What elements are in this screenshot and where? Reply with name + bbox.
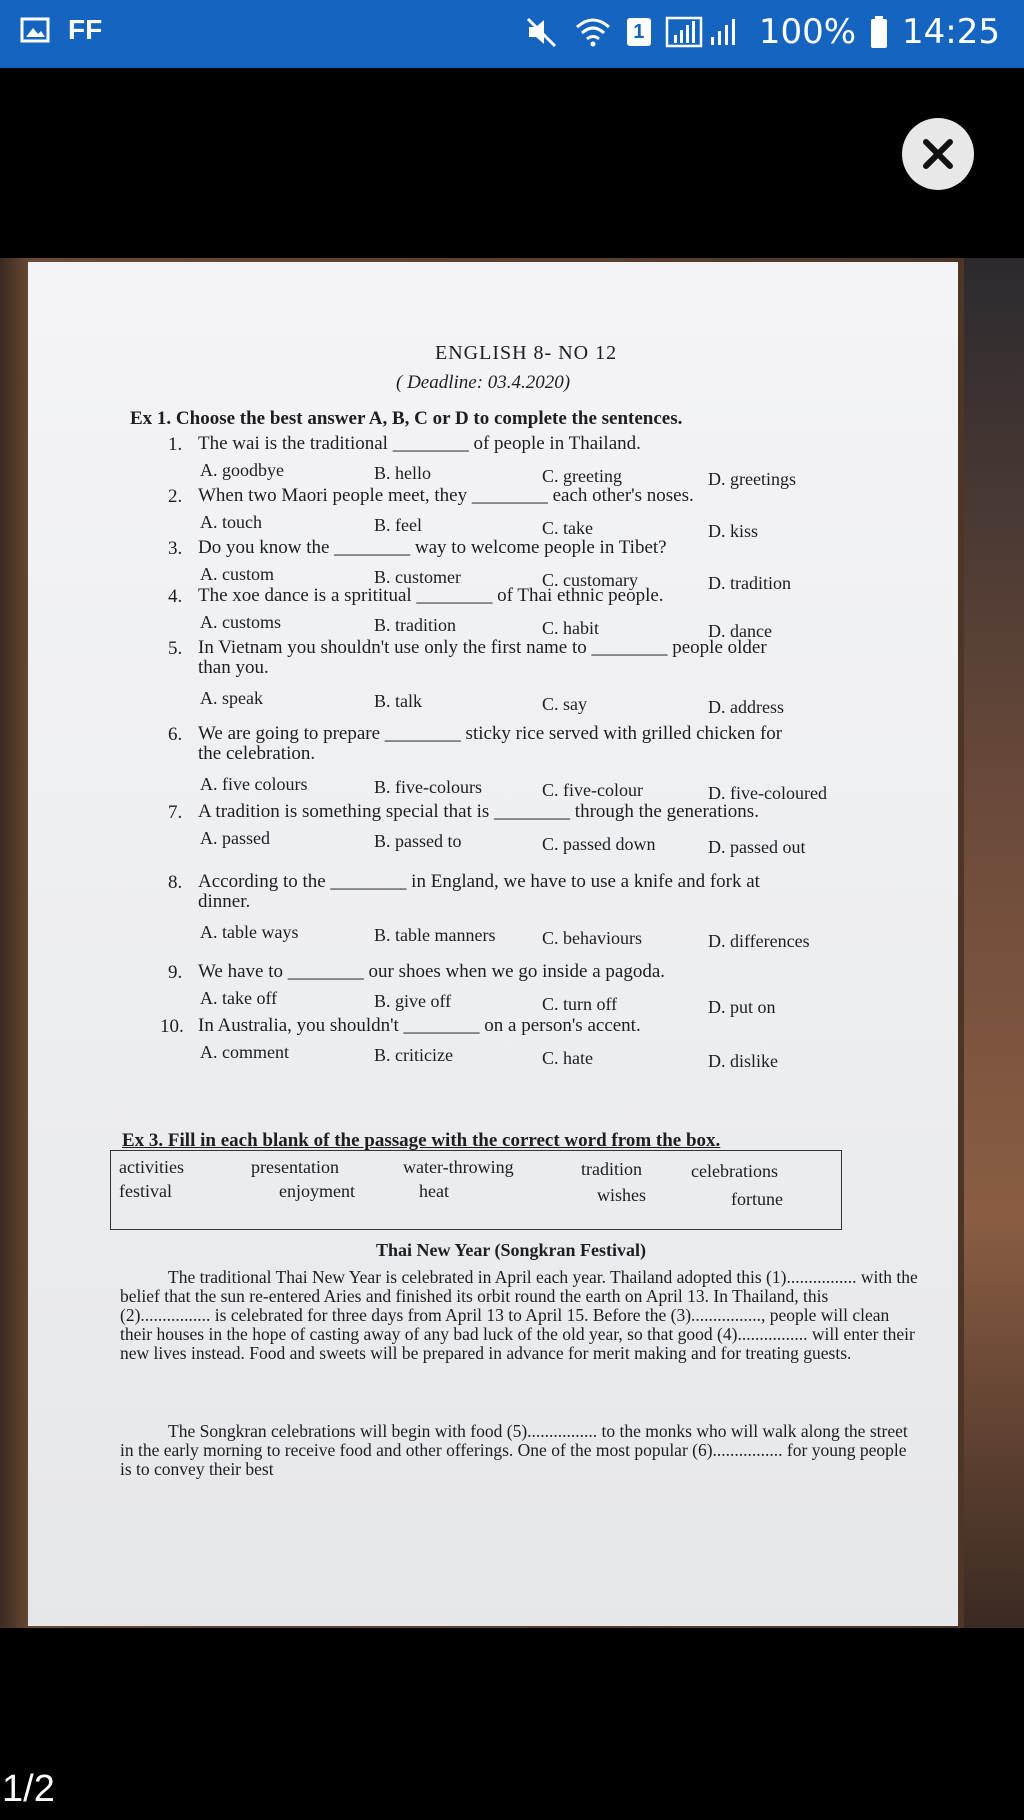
close-button[interactable] <box>902 118 974 190</box>
answer-option-d: D. dislike <box>708 1051 778 1071</box>
answer-option-a: A. customs <box>200 612 281 632</box>
question-text: A tradition is something special that is ________ through the generations. <box>198 801 759 822</box>
answer-option-b: B. talk <box>374 691 422 711</box>
question-text: According to the ________ in England, we have to use a knife and fork at dinner. <box>198 871 760 912</box>
answer-option-c: C. greeting <box>542 466 622 486</box>
question-text: The wai is the traditional ________ of people in Thailand. <box>198 433 641 454</box>
answer-option-c: C. passed down <box>542 834 656 854</box>
answer-option-a: A. speak <box>200 688 263 708</box>
answer-option-b: B. feel <box>374 515 422 535</box>
question-number: 9. <box>168 962 183 983</box>
clock: 14:25 <box>902 12 1000 52</box>
answer-option-c: C. take <box>542 518 593 538</box>
status-bar-left <box>20 14 102 46</box>
answer-option-c: C. five-colour <box>542 780 643 800</box>
word-box-cell: festival <box>119 1181 172 1201</box>
passage-title: Thai New Year (Songkran Festival) <box>376 1240 646 1260</box>
answer-option-b: B. tradition <box>374 615 456 635</box>
answer-option-d: D. put on <box>708 997 776 1017</box>
answer-option-b: B. criticize <box>374 1045 453 1065</box>
answer-option-a: A. comment <box>200 1042 289 1062</box>
photo-viewer-image[interactable] <box>0 258 1024 1628</box>
question-number: 4. <box>168 586 183 607</box>
word-box-cell: tradition <box>581 1159 642 1179</box>
answer-option-c: C. habit <box>542 618 599 638</box>
app-badge: FF <box>68 14 103 45</box>
exercise-1-instruction: Ex 1. Choose the best answer A, B, C or D to complete the sentences. <box>130 408 683 429</box>
answer-option-a: A. passed <box>200 828 270 848</box>
sim-icon <box>627 18 651 46</box>
answer-option-a: A. table ways <box>200 922 299 942</box>
passage-paragraph: The traditional Thai New Year is celebrated in April each year. Thailand adopted this (1)................ with the belief that the sun re-entered Aries and finished its orbit round the earth on April 13. In Thailand, this (2)................ is celebrated for three days from April 13 to April 15. Before the (3)................, people will clean their houses in the hope of casting away of any bad luck of the old year, so that good (4)................ will enter their new lives instead. Food and sweets will be prepared in advance for merit making and for treating guests. <box>120 1267 918 1363</box>
battery-icon <box>870 15 888 49</box>
answer-option-b: B. give off <box>374 991 452 1011</box>
passage-paragraph: The Songkran celebrations will begin with food (5)................ to the monks who will walk along the street in the early morning to receive food and other offerings. One of the most popular (6)................ for young people is to convey their best <box>120 1421 908 1479</box>
word-box <box>110 1150 842 1230</box>
answer-option-c: C. customary <box>542 570 638 590</box>
status-bar <box>0 0 1024 68</box>
word-box-cell: wishes <box>597 1185 646 1205</box>
question-text: In Australia, you shouldn't ________ on a person's accent. <box>198 1015 641 1036</box>
answer-option-b: B. passed to <box>374 831 462 851</box>
word-box-cell: activities <box>119 1157 184 1177</box>
question-number: 3. <box>168 538 183 559</box>
question-number: 6. <box>168 724 183 745</box>
question-number: 2. <box>168 486 183 507</box>
question-text: In Vietnam you shouldn't use only the first name to ________ people older than you. <box>198 637 767 678</box>
answer-option-b: B. table manners <box>374 925 496 945</box>
question-number: 10. <box>160 1016 184 1037</box>
sim-slot: 1 <box>633 20 645 43</box>
question-number: 5. <box>168 638 183 659</box>
close-icon <box>920 136 956 172</box>
page-counter: 1/2 <box>2 1768 55 1810</box>
answer-option-a: A. goodbye <box>200 460 284 480</box>
question-number: 1. <box>168 434 183 455</box>
gallery-icon <box>20 17 50 43</box>
word-box-cell: water-throwing <box>403 1157 514 1177</box>
answer-option-d: D. kiss <box>708 521 759 541</box>
answer-option-b: B. five-colours <box>374 777 482 797</box>
answer-option-a: A. take off <box>200 988 278 1008</box>
answer-option-a: A. custom <box>200 564 274 584</box>
answer-option-c: C. say <box>542 694 587 714</box>
battery-percent: 100% <box>758 12 857 52</box>
signal-icon <box>665 15 745 49</box>
answer-option-c: C. behaviours <box>542 928 642 948</box>
status-bar-right <box>525 12 1000 52</box>
question-number: 7. <box>168 802 183 823</box>
question-text: We are going to prepare ________ sticky rice served with grilled chicken for the celebration. <box>198 723 783 764</box>
wifi-icon <box>573 15 613 49</box>
answer-option-a: A. five colours <box>200 774 308 794</box>
word-box-cell: presentation <box>251 1157 339 1177</box>
answer-option-a: A. touch <box>200 512 262 532</box>
answer-option-c: C. turn off <box>542 994 618 1014</box>
worksheet-paper <box>28 262 958 1626</box>
photo-background <box>964 258 1024 1628</box>
answer-option-d: D. greetings <box>708 469 796 489</box>
mute-icon <box>525 15 559 49</box>
word-box-cell: fortune <box>731 1189 783 1209</box>
answer-option-d: D. passed out <box>708 837 806 857</box>
exercise-3-instruction: Ex 3. Fill in each blank of the passage with the correct word from the box. <box>122 1130 721 1151</box>
answer-option-c: C. hate <box>542 1048 593 1068</box>
answer-option-b: B. customer <box>374 567 461 587</box>
answer-option-d: D. dance <box>708 621 772 641</box>
answer-option-d: D. differences <box>708 931 810 951</box>
answer-option-d: D. tradition <box>708 573 791 593</box>
answer-option-d: D. address <box>708 697 784 717</box>
question-text: When two Maori people meet, they ________ each other's noses. <box>198 485 694 506</box>
question-text: Do you know the ________ way to welcome people in Tibet? <box>198 537 667 558</box>
question-text: The xoe dance is a sprititual ________ of Thai ethnic people. <box>198 585 664 606</box>
question-number: 8. <box>168 872 183 893</box>
answer-option-d: D. five-coloured <box>708 783 827 803</box>
word-box-cell: enjoyment <box>279 1181 355 1201</box>
answer-option-b: B. hello <box>374 463 431 483</box>
word-box-cell: celebrations <box>691 1161 778 1181</box>
question-text: We have to ________ our shoes when we go inside a pagoda. <box>198 961 666 982</box>
worksheet-title: ENGLISH 8- NO 12 <box>435 342 618 364</box>
word-box-cell: heat <box>419 1181 449 1201</box>
worksheet-deadline: ( Deadline: 03.4.2020) <box>396 372 571 393</box>
